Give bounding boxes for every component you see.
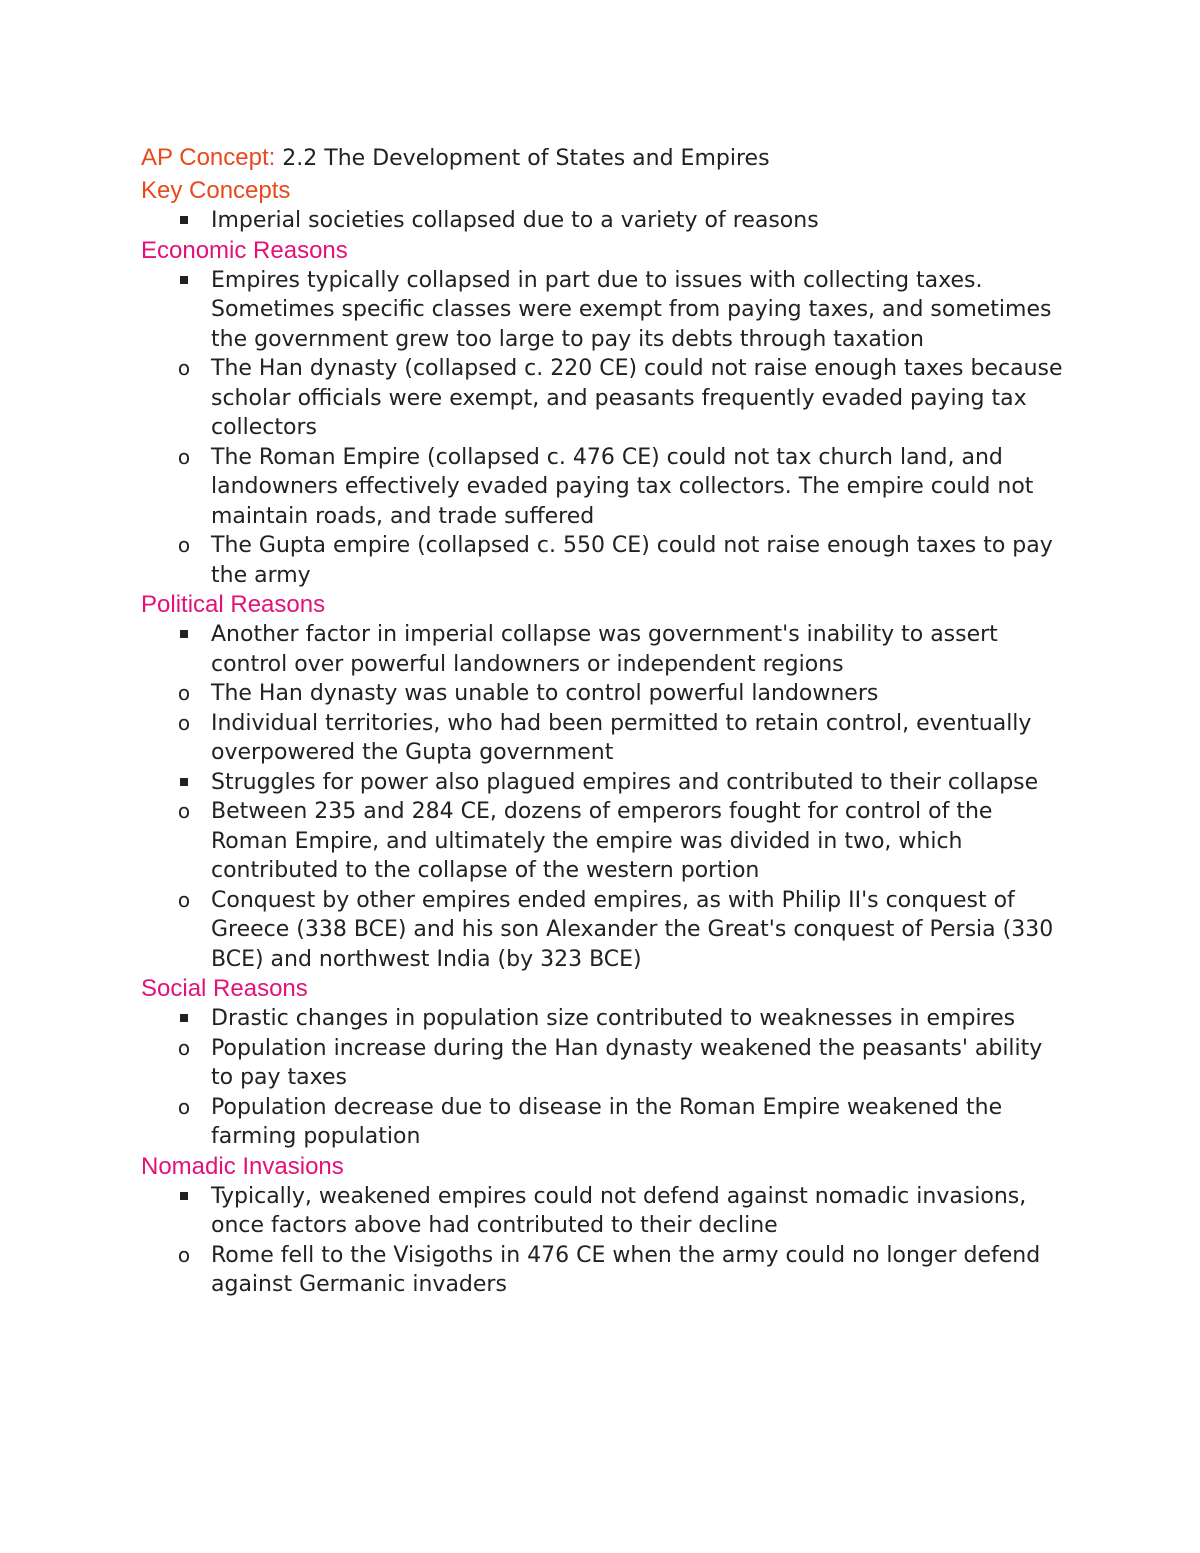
circle-bullet-icon: o bbox=[177, 1094, 191, 1119]
section-list bbox=[141, 266, 1071, 591]
list-item-text: Rome fell to the Visigoths in 476 CE when the army could no longer defend against Germanic invaders bbox=[211, 1242, 1041, 1297]
section-heading: Economic Reasons bbox=[141, 236, 348, 264]
list-item-text: The Roman Empire (collapsed c. 476 CE) could not tax church land, and landowners effectively evaded paying tax collectors. The empire could not maintain roads, and trade suffered bbox=[211, 444, 1034, 529]
list-item-text: Population increase during the Han dynasty weakened the peasants' ability to pay taxes bbox=[211, 1035, 1043, 1090]
list-item bbox=[141, 1093, 1071, 1152]
list-item-text: Between 235 and 284 CE, dozens of emperors fought for control of the Roman Empire, and ultimately the empire was divided in two, which contributed to the collapse of the western portion bbox=[211, 799, 993, 883]
list-item-text: Drastic changes in population size contributed to weaknesses in empires bbox=[211, 1006, 1016, 1031]
list-item-text: Conquest by other empires ended empires, as with Philip II's conquest of Greece (338 BCE) and his son Alexander the Great's conquest of Persia (330 BCE) and northwest India (by 323 BCE) bbox=[211, 887, 1054, 972]
square-bullet-icon bbox=[174, 266, 194, 296]
circle-bullet-icon: o bbox=[177, 533, 191, 557]
circle-bullet-icon: o bbox=[177, 356, 191, 380]
list-item-text: Imperial societies collapsed due to a variety of reasons bbox=[211, 208, 819, 233]
square-bullet-icon bbox=[174, 620, 194, 650]
list-item bbox=[141, 1241, 1071, 1300]
list-item bbox=[141, 1034, 1071, 1093]
list-item bbox=[141, 886, 1071, 975]
section-list bbox=[141, 1004, 1071, 1152]
list-item bbox=[141, 531, 1071, 590]
title-prefix: AP Concept: bbox=[141, 144, 276, 171]
section-list bbox=[141, 620, 1071, 974]
list-item-text: Typically, weakened empires could not defend against nomadic invasions, once factors above had contributed to their decline bbox=[211, 1183, 1027, 1238]
list-item bbox=[141, 768, 1071, 798]
square-bullet-icon bbox=[174, 206, 194, 236]
square-bullet-icon bbox=[174, 1182, 194, 1212]
square-bullet-icon bbox=[174, 768, 194, 798]
circle-bullet-icon: o bbox=[177, 681, 191, 705]
section-heading: Political Reasons bbox=[141, 591, 326, 618]
title-text: 2.2 The Development of States and Empires bbox=[275, 146, 770, 171]
list-item bbox=[141, 797, 1071, 886]
list-item-text: The Han dynasty (collapsed c. 220 CE) could not raise enough taxes because scholar officials were exempt, and peasants frequently evaded paying tax collectors bbox=[211, 356, 1063, 440]
list-item-text: Empires typically collapsed in part due to issues with collecting taxes. Sometimes specific classes were exempt from paying taxes, and sometimes the government grew too large to pay its debts through taxation bbox=[211, 267, 1052, 352]
section-list bbox=[141, 206, 1071, 236]
list-item-text: Struggles for power also plagued empires and contributed to their collapse bbox=[211, 769, 1039, 795]
circle-bullet-icon: o bbox=[177, 710, 191, 735]
section-list bbox=[141, 1182, 1071, 1300]
list-item-text: The Han dynasty was unable to control powerful landowners bbox=[211, 681, 879, 706]
list-item bbox=[141, 354, 1071, 443]
circle-bullet-icon: o bbox=[177, 1242, 191, 1267]
circle-bullet-icon: o bbox=[177, 1035, 191, 1060]
list-item-text: Individual territories, who had been permitted to retain control, eventually overpowered the Gupta government bbox=[211, 710, 1032, 765]
list-item bbox=[141, 1182, 1071, 1241]
list-item bbox=[141, 206, 1071, 236]
section-heading: Key Concepts bbox=[141, 177, 291, 204]
square-bullet-icon bbox=[174, 1004, 194, 1034]
sections-container bbox=[141, 176, 1071, 1300]
document-page bbox=[141, 140, 1071, 1300]
list-item-text: Another factor in imperial collapse was government's inability to assert control over powerful landowners or independent regions bbox=[211, 622, 998, 677]
section-heading: Social Reasons bbox=[141, 975, 308, 1002]
list-item bbox=[141, 266, 1071, 355]
circle-bullet-icon: o bbox=[177, 799, 191, 823]
list-item bbox=[141, 443, 1071, 532]
list-item bbox=[141, 1004, 1071, 1034]
section-heading: Nomadic Invasions bbox=[141, 1152, 344, 1180]
list-item-text: The Gupta empire (collapsed c. 550 CE) could not raise enough taxes to pay the army bbox=[211, 533, 1053, 588]
list-item bbox=[141, 709, 1071, 768]
circle-bullet-icon: o bbox=[177, 887, 191, 912]
list-item bbox=[141, 620, 1071, 679]
page-title bbox=[141, 140, 1071, 176]
list-item bbox=[141, 679, 1071, 709]
list-item-text: Population decrease due to disease in the Roman Empire weakened the farming population bbox=[211, 1094, 1003, 1149]
circle-bullet-icon: o bbox=[177, 444, 191, 469]
